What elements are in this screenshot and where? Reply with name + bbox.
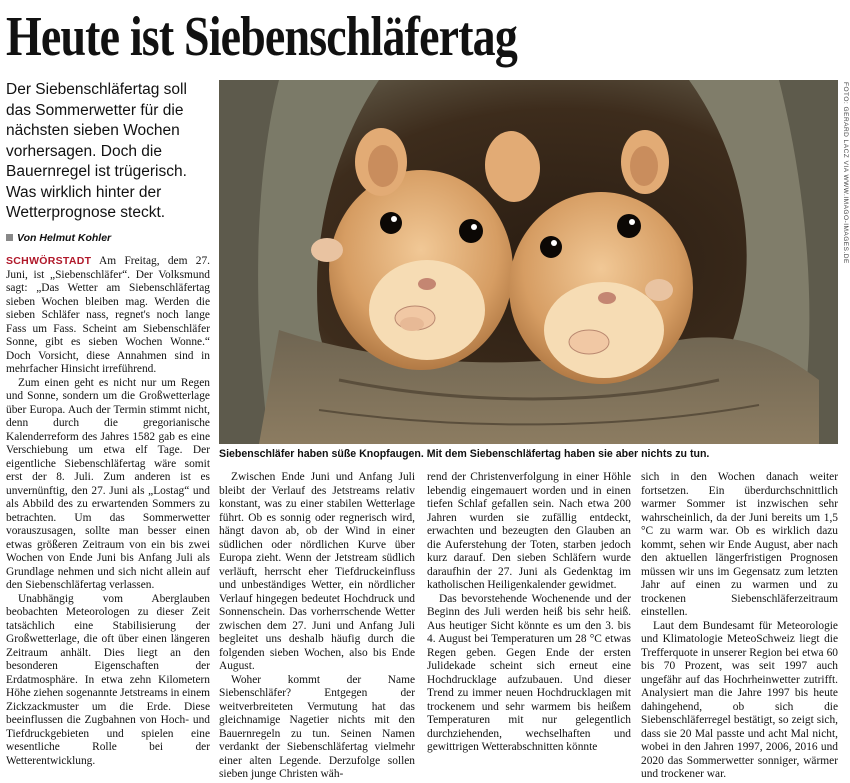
article-paragraph: Woher kommt der Name Siebenschläfer? Entgegen der weitverbreiteten Vermutung hat das gleichnamige Nagetier nichts mit den Bauernregeln zu tun. Seinen Namen verdankt der Siebenschläfertag vielmehr einer alten Legende. Derzufolge sollen sieben junge Christen wäh- [219,673,415,780]
dateline: SCHWÖRSTADT [6,255,92,267]
article-paragraph: Zwischen Ende Juni und Anfang Juli bleibt der Verlauf des Jetstreams relativ konstant, was zu einer stabilen Wetterlage führt. Ob es sonnig oder regnerisch wird, hängt davon ab, ob der Wind in einer südlichen oder nördlichen Kurve über Europa zieht. Wenn der Jetstream südlich verläuft, herrscht eher Tiefdruckeinfluss und unbeständiges Wetter, ein nördlicher Verlauf hingegen bedeutet Hochdruck und Sonnenschein. Das vorherrschende Wetter zwischen dem 27. Juni und Anfang Juli begleitet uns deshalb häufig durch die folgenden sieben Wochen, also bis Ende August. [219,471,415,672]
article-paragraph: Unabhängig vom Aberglauben beobachten Meteorologen zu dieser Zeit tatsächlich eine Stabilisierung der Großwetterlage, die oft über einen längeren Zeitraum anhält. Dies liegt an den besonderen Eigenschaften der Erdatmosphäre. In etwa zehn Kilometern Höhe ziehen sogenannte Jetstreams in einem Zickzackmuster um die Erde. Diese beeinflussen die Zugbahnen von Hoch- und Tiefdruckgebieten und spielen eine wesentliche Rolle bei der Wetterentwicklung. [6,592,210,767]
article-column-3 [427,471,631,783]
article-paragraph: rend der Christenverfolgung in einer Höhle lebendig eingemauert worden und in einen tiefen Schlaf gefallen sein. Nach etwa 200 Jahren wurden sie zufällig entdeckt, erwachten und bezeugten den Glauben an die Auferstehung der Toten, starben jedoch kurz darauf. Den sieben Schläfern wurde daraufhin der 27. Juni als Gedenktag im katholischen Heiligenkalender gewidmet. [427,471,631,591]
article-paragraph [6,255,210,377]
byline-square-icon [6,234,13,241]
article-column-2 [219,471,415,783]
paragraph-text: Am Freitag, dem 27. Juni, ist „Siebenschläfer“. Der Volksmund sagt: „Das Wetter am Siebenschläfertag sieben Wochen bleiben mag. Werden die sieben Schläfer nass, regnet's noch lange Fass um Fass. Scheint am Siebenschläfer Sonne, gibt es sieben Wochen Wonne.“ Doch Vorsicht, diese Annahmen sind in mehrfacher Hinsicht irreführend. [6,255,210,375]
photo-caption: Siebenschläfer haben süße Knopfaugen. Mit dem Siebenschläfertag haben sie aber nichts zu tun. [219,448,710,460]
photo-credit: FOTO: GERARD LACZ VIA WWW.IMAGO-IMAGES.DE [842,82,849,264]
article-paragraph: sich in den Wochen danach weiter fortsetzen. Ein überdurchschnittlich warmer Sommer ist inzwischen sehr wahrscheinlich, da der Juni bereits um 1,5 °C zu warm war. Ob es wirklich dazu kommt, sehen wir Ende August, aber nach den aktuellen längerfristigen Prognosen müssen wir uns im Gegensatz zum letzten Jahr auf einen zu warmen und zu trockenen Siebenschläferzeitraum einstellen. [641,471,838,618]
byline-author: Von Helmut Kohler [17,232,112,244]
headline: Heute ist Siebenschläfertag [6,6,517,68]
article-paragraph: Zum einen geht es nicht nur um Regen und Sonne, sondern um die Großwetterlage über Europa. Auch der Termin stimmt nicht, denn durch die gregorianische Kalenderreform des Jahres 1582 gab es eine Verschiebung um etwa elf Tage. Der eigentliche Siebenschläfertag wäre somit erst der 8. Juli. Zum anderen ist es unvernünftig, den 27. Juni als „Lostag“ und als Abbild des zu erwartenden Sommers zu betrachten. Um das Sommerwetter vorauszusagen, sollte man besser einen etwas größeren Zeitraum von ein bis zwei Wochen von Ende Juni bis Anfang Juli als Grundlage nehmen und sich nicht allein auf den Siebenschläfertag verlassen. [6,376,210,591]
article-column-4 [641,471,838,783]
article-column-1 [6,255,210,783]
byline [6,232,111,244]
lead-paragraph: Der Siebenschläfertag soll das Sommerwetter für die nächsten sieben Wochen vorhersagen. Doch die Bauernregel ist trügerisch. Was wirklich hinter der Wetterprognose steckt. [6,81,187,221]
article-paragraph: Das bevorstehende Wochenende und der Beginn des Juli werden heiß bis sehr heiß. Aus heutiger Sicht könnte es um den 3. bis 4. August bei Temperaturen um 28 °C etwas Regen geben. Gegen Ende der ersten Julidekade scheint sich erneut eine Hochdrucklage aufzubauen. Und dieser Trend zu immer neuen Hochdrucklagen mit trockenem und sehr warmem bis heißem Temperaturen mit nur gelegentlich durchziehenden, wechselhaften und gewittrigen Wetterabschnitten könnte [427,592,631,753]
article-paragraph: Laut dem Bundesamt für Meteorologie und Klimatologie MeteoSchweiz liegt die Trefferquote in unserer Region bei etwa 60 bis 70 Prozent, was seit 1997 auch ungefähr auf das Hochrheinwetter zutrifft. Analysiert man die Jahre 1997 bis heute dahingehend, ob sich die Siebenschläferregel bestätigt, so zeigt sich, dass sie 20 Mal passte und acht Mal nicht, wobei in den Jahren 1997, 2006, 2016 und 2020 das Sommerwetter sonniger, wärmer und trockener war. [641,619,838,780]
dormice-photo [219,80,838,444]
